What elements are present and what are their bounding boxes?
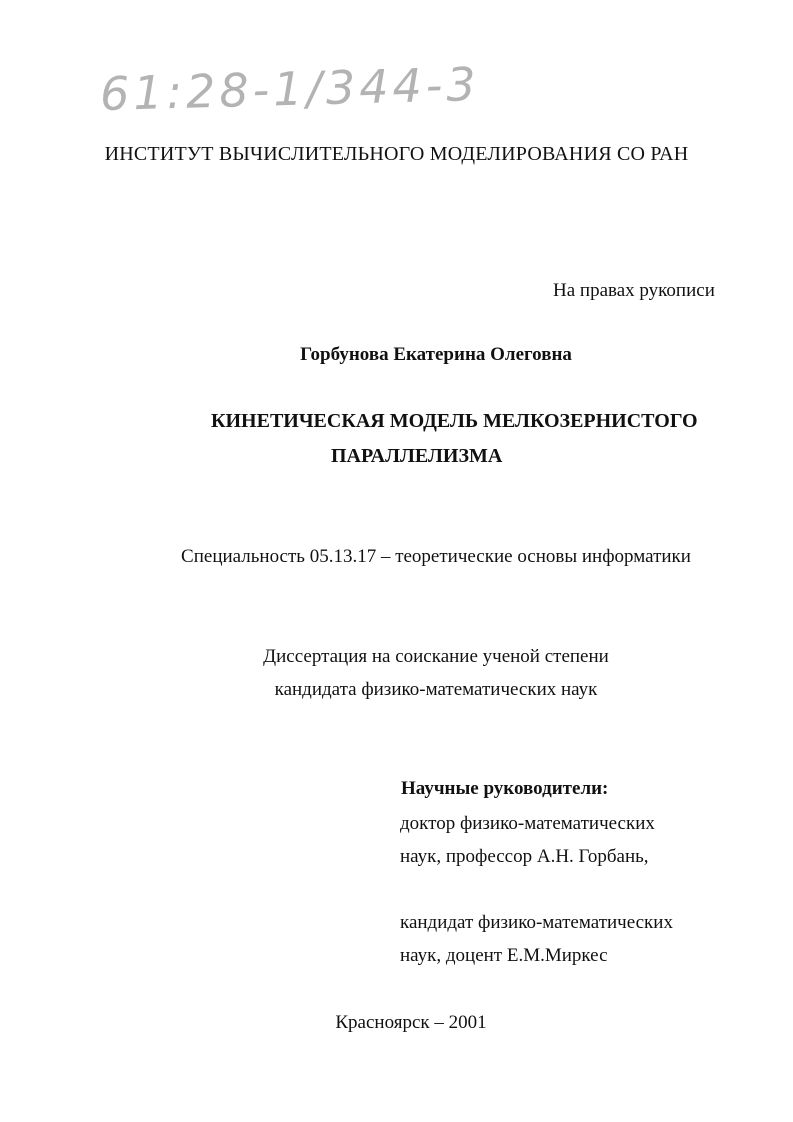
dissertation-title-line-1: КИНЕТИЧЕСКАЯ МОДЕЛЬ МЕЛКОЗЕРНИСТОГО [211,410,698,432]
city-and-year: Красноярск – 2001 [335,1012,487,1033]
advisor-2-name: наук, доцент Е.М.Миркес [400,945,608,966]
advisor-1-name: наук, профессор А.Н. Горбань, [400,846,649,867]
institute-name: ИНСТИТУТ ВЫЧИСЛИТЕЛЬНОГО МОДЕЛИРОВАНИЯ СО РАН [104,143,689,165]
advisor-2-degree: кандидат физико-математических [400,912,673,933]
advisors-heading: Научные руководители: [401,778,609,799]
manuscript-rights-note: На правах рукописи [553,280,715,301]
specialty-line: Специальность 05.13.17 – теоретические основы информатики [181,546,691,567]
advisor-1-degree: доктор физико-математических [400,813,655,834]
dissertation-title-line-2: ПАРАЛЛЕЛИЗМА [331,445,503,467]
degree-line-1: Диссертация на соискание ученой степени [263,646,609,667]
degree-line-2: кандидата физико-математических наук [274,679,598,700]
handwritten-archive-mark: 61:28-1/344-3 [99,57,481,121]
author-name: Горбунова Екатерина Олеговна [300,344,572,365]
